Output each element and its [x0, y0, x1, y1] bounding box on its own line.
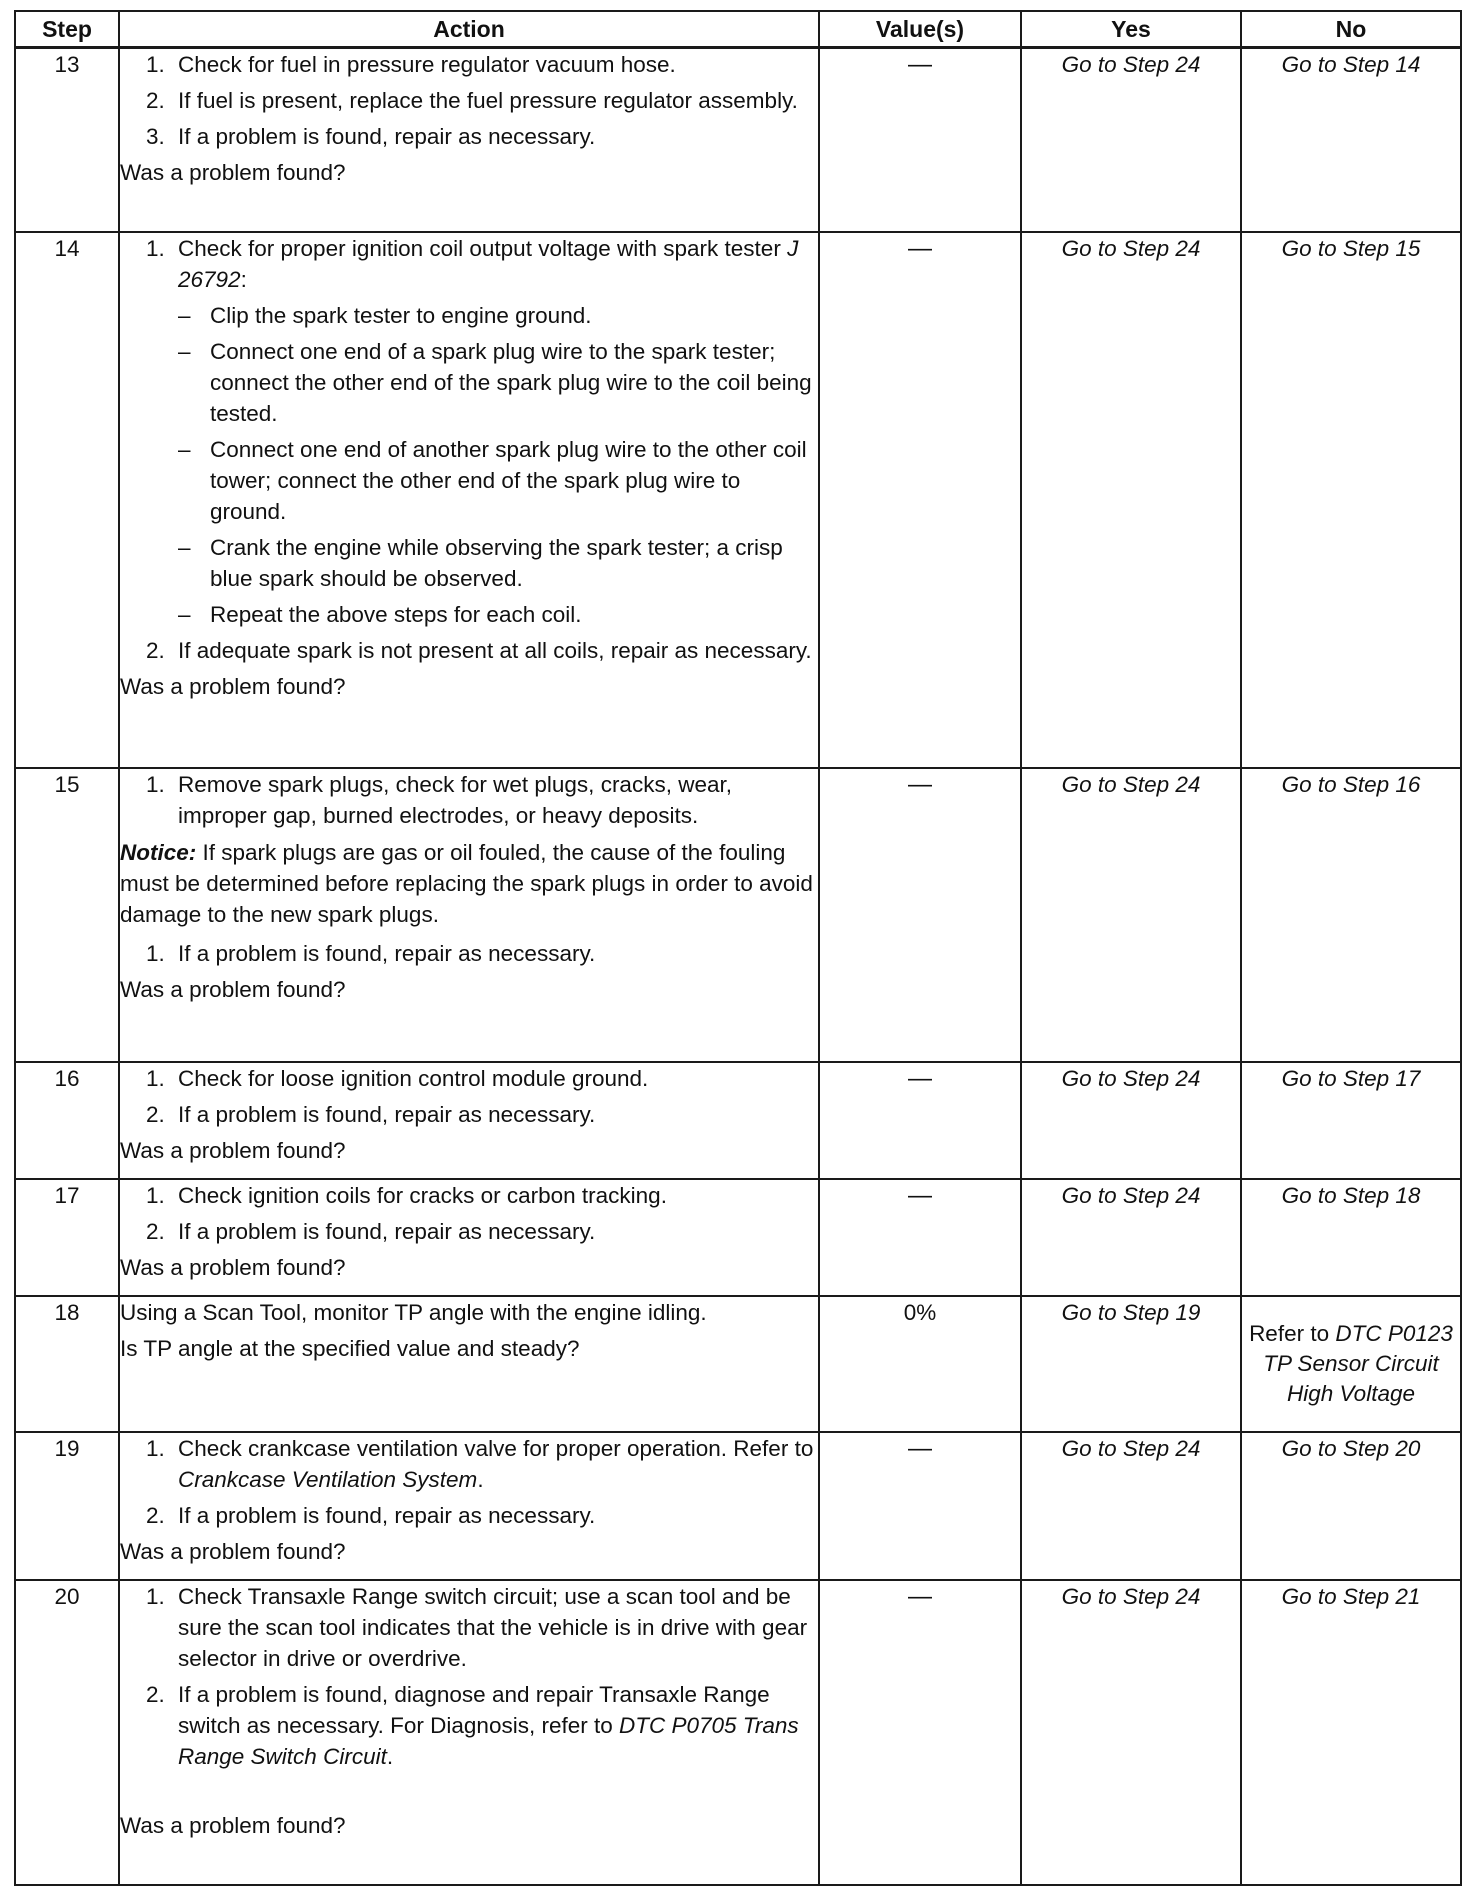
question: Was a problem found?	[120, 1137, 346, 1163]
action-cell	[119, 1580, 819, 1885]
yes-cell: Go to Step 24	[1021, 1580, 1241, 1885]
diagnostic-table-page	[14, 10, 1460, 1886]
sub-list-item: – Crank the engine while observing the spark tester; a crisp blue spark should be observed.	[178, 534, 783, 591]
list-item: 1. Check Transaxle Range switch circuit; use a scan tool and be sure the scan tool indicates that the vehicle is in drive with gear selector in drive or overdrive.	[146, 1583, 808, 1671]
sub-list-item: – Connect one end of another spark plug wire to the other coil tower; connect the other end of the spark plug wire to ground.	[178, 436, 807, 524]
header-no: No	[1241, 11, 1461, 48]
instruction-text: Using a Scan Tool, monitor TP angle with the engine idling.	[120, 1299, 707, 1325]
header-yes: Yes	[1021, 11, 1241, 48]
step-number: 16	[15, 1062, 119, 1179]
step-number: 20	[15, 1580, 119, 1885]
list-item: 1. Check ignition coils for cracks or carbon tracking.	[146, 1182, 667, 1208]
list-item: 2. If a problem is found, repair as necessary.	[146, 1502, 596, 1528]
no-cell: Go to Step 17	[1241, 1062, 1461, 1179]
no-cell: Go to Step 20	[1241, 1432, 1461, 1580]
list-item: 2. If a problem is found, repair as necessary.	[146, 1218, 596, 1244]
no-cell: Refer to DTC P0123 TP Sensor Circuit High Voltage	[1241, 1296, 1461, 1432]
sub-list-item: – Clip the spark tester to engine ground.	[178, 302, 592, 328]
step-number: 14	[15, 232, 119, 768]
question: Was a problem found?	[120, 1812, 346, 1838]
notice-label: Notice:	[120, 839, 197, 865]
list-item: 1. Check for loose ignition control module ground.	[146, 1065, 649, 1091]
question: Was a problem found?	[120, 1254, 346, 1280]
table-row-step-18	[15, 1296, 1461, 1432]
notice-paragraph: Notice: If spark plugs are gas or oil fouled, the cause of the fouling must be determined before replacing the spark plugs in order to avoid damage to the new spark plugs.	[120, 839, 813, 927]
question: Was a problem found?	[120, 1538, 346, 1564]
table-row-step-17	[15, 1179, 1461, 1296]
yes-cell: Go to Step 24	[1021, 48, 1241, 232]
no-cell: Go to Step 18	[1241, 1179, 1461, 1296]
yes-cell: Go to Step 24	[1021, 768, 1241, 1062]
no-cell: Go to Step 21	[1241, 1580, 1461, 1885]
value-cell: —	[819, 232, 1021, 768]
step-number: 18	[15, 1296, 119, 1432]
list-item: 3. If a problem is found, repair as necessary.	[146, 124, 596, 149]
list-item: 2. If adequate spark is not present at all coils, repair as necessary.	[146, 637, 812, 663]
list-item: 2. If a problem is found, diagnose and repair Transaxle Range switch as necessary. For Diagnosis, refer to DTC P0705 Trans Range Switch Circuit.	[146, 1681, 799, 1769]
action-cell	[119, 48, 819, 232]
action-cell	[119, 1296, 819, 1432]
table-row-step-16	[15, 1062, 1461, 1179]
value-cell: —	[819, 1062, 1021, 1179]
header-action: Action	[119, 11, 819, 48]
no-cell: Go to Step 15	[1241, 232, 1461, 768]
sub-list-item: – Repeat the above steps for each coil.	[178, 601, 582, 627]
table-row-step-15	[15, 768, 1461, 1062]
list-item: 2. If a problem is found, repair as necessary.	[146, 1101, 596, 1127]
list-item: 1. Check for proper ignition coil output voltage with spark tester J 26792:	[146, 235, 799, 292]
table-row-step-14	[15, 232, 1461, 768]
value-cell: —	[819, 1179, 1021, 1296]
list-item: 2. If fuel is present, replace the fuel pressure regulator assembly.	[146, 88, 798, 113]
value-cell: —	[819, 1580, 1021, 1885]
value-cell: —	[819, 1432, 1021, 1580]
yes-cell: Go to Step 24	[1021, 1062, 1241, 1179]
step-number: 13	[15, 48, 119, 232]
list-item: 1. Check for fuel in pressure regulator vacuum hose.	[146, 52, 676, 77]
question: Was a problem found?	[120, 160, 346, 185]
action-cell	[119, 1062, 819, 1179]
question: Is TP angle at the specified value and steady?	[120, 1335, 580, 1361]
header-step: Step	[15, 11, 119, 48]
no-cell: Go to Step 16	[1241, 768, 1461, 1062]
diagnostic-table	[14, 10, 1462, 1886]
list-item: 1. Remove spark plugs, check for wet plugs, cracks, wear, improper gap, burned electrodes, or heavy deposits.	[146, 771, 732, 828]
tool-reference: J 26792	[178, 235, 799, 292]
table-row-step-19	[15, 1432, 1461, 1580]
action-cell	[119, 1432, 819, 1580]
step-number: 17	[15, 1179, 119, 1296]
step-number: 15	[15, 768, 119, 1062]
step-number: 19	[15, 1432, 119, 1580]
no-cell: Go to Step 14	[1241, 48, 1461, 232]
section-reference: Crankcase Ventilation System	[178, 1466, 478, 1492]
yes-cell: Go to Step 24	[1021, 1432, 1241, 1580]
header-values: Value(s)	[819, 11, 1021, 48]
question: Was a problem found?	[120, 673, 346, 699]
sub-list-item: – Connect one end of a spark plug wire to the spark tester; connect the other end of the spark plug wire to the coil being tested.	[178, 338, 812, 426]
table-row-step-13	[15, 48, 1461, 232]
list-item: 1. Check crankcase ventilation valve for proper operation. Refer to Crankcase Ventilation System.	[146, 1435, 814, 1492]
value-cell: —	[819, 48, 1021, 232]
yes-cell: Go to Step 24	[1021, 232, 1241, 768]
yes-cell: Go to Step 24	[1021, 1179, 1241, 1296]
yes-cell: Go to Step 19	[1021, 1296, 1241, 1432]
dtc-reference: DTC P0123 TP Sensor Circuit High Voltage	[1263, 1320, 1453, 1406]
action-cell	[119, 1179, 819, 1296]
action-cell	[119, 232, 819, 768]
question: Was a problem found?	[120, 976, 346, 1002]
table-row-step-20	[15, 1580, 1461, 1885]
value-cell: 0%	[819, 1296, 1021, 1432]
value-cell: —	[819, 768, 1021, 1062]
dtc-reference: DTC P0705 Trans Range Switch Circuit	[178, 1712, 799, 1769]
header-row	[15, 11, 1461, 48]
action-cell	[119, 768, 819, 1062]
list-item: 1. If a problem is found, repair as necessary.	[146, 940, 596, 966]
